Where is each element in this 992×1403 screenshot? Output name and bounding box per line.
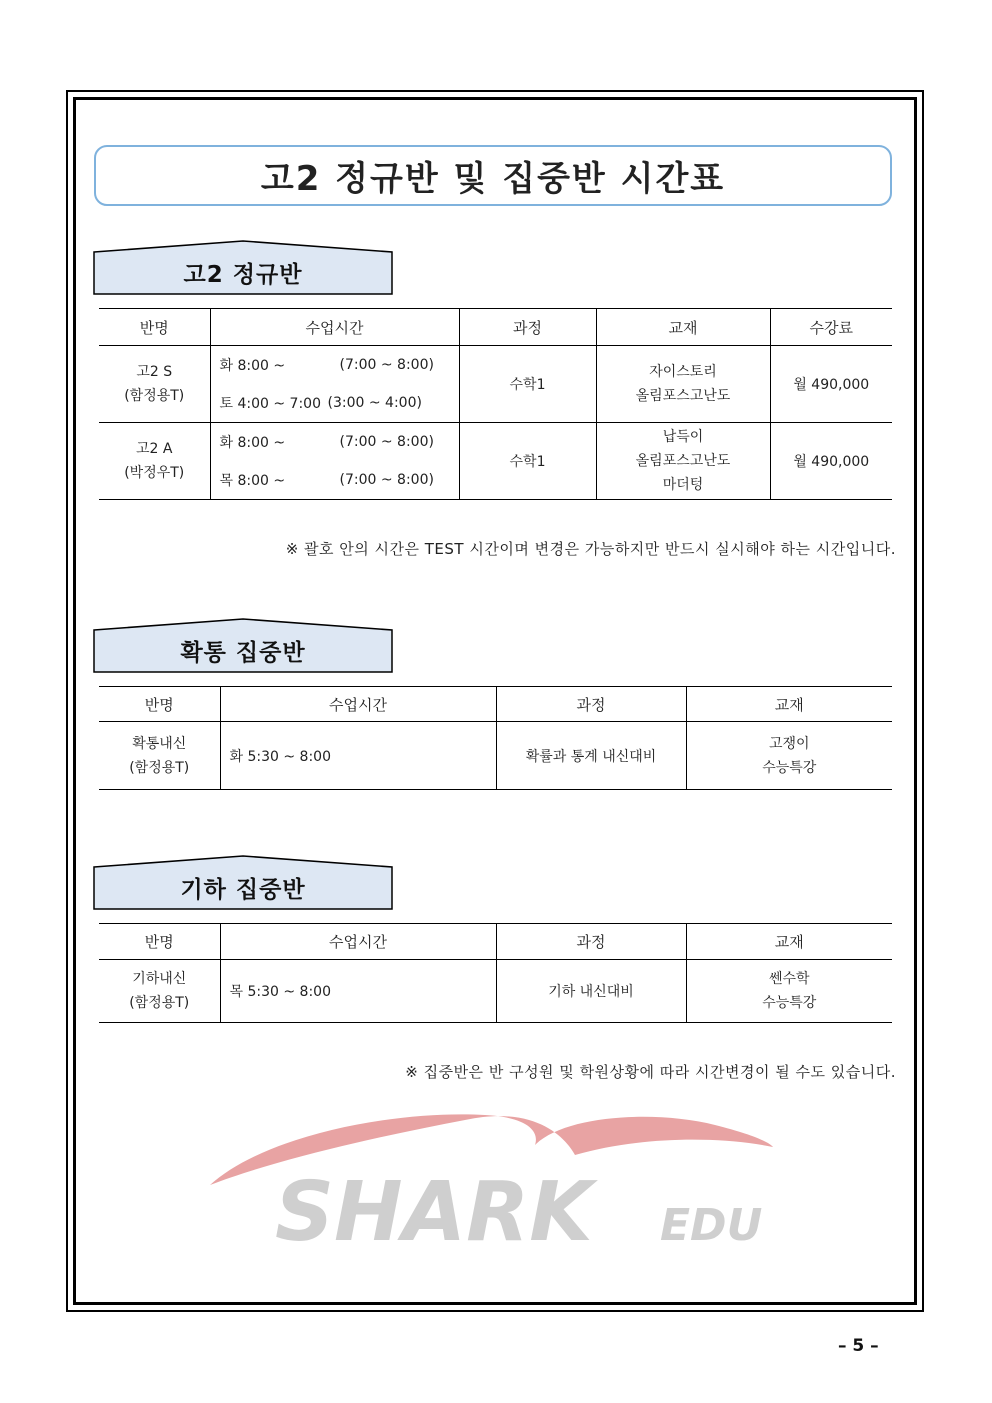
textbook: 올림포스고난도 [635, 388, 731, 404]
class-name-cell [99, 423, 210, 500]
table-header-row [99, 924, 892, 960]
test-time: (3:00 ~ 4:00) [327, 395, 422, 411]
logo-suffix-text: EDU [660, 1200, 763, 1251]
class-name: 확통내신 [132, 735, 187, 752]
textbook: 고쟁이 [768, 735, 810, 752]
regular-class-table [99, 308, 892, 500]
time-start: 화 8:00 ~ [219, 358, 286, 374]
textbook-cell [596, 423, 770, 500]
textbook-cell [686, 722, 892, 790]
class-time-cell: 화 5:30 ~ 8:00 [220, 722, 496, 790]
section-heading-geometry [93, 855, 393, 911]
textbook: 올림포스고난도 [635, 453, 731, 469]
table-row [99, 423, 892, 500]
table-header-row [99, 309, 892, 346]
time-slot [220, 346, 459, 384]
course-cell: 기하 내신대비 [496, 960, 686, 1023]
fee-cell: 월 490,000 [770, 423, 892, 500]
class-name-cell [99, 960, 220, 1023]
header-fee: 수강료 [770, 309, 892, 346]
header-class-name: 반명 [99, 687, 220, 722]
fee-cell: 월 490,000 [770, 346, 892, 423]
page-title: 고2 정규반 및 집중반 시간표 [260, 159, 726, 199]
table-header-row [99, 687, 892, 722]
logo-brand-text: SHARK [275, 1165, 593, 1260]
header-textbook: 교재 [686, 924, 892, 960]
class-name: 고2 S [136, 364, 173, 380]
course-cell: 수학1 [459, 346, 596, 423]
class-time-cell [210, 346, 459, 423]
class-time-cell [210, 423, 459, 500]
sharkedu-watermark-logo [205, 1075, 785, 1260]
title-box [94, 145, 892, 206]
teacher-name: (함정용T) [129, 759, 190, 776]
teacher-name: (함정용T) [124, 388, 185, 404]
test-time-note: ※ 괄호 안의 시간은 TEST 시간이며 변경은 가능하지만 반드시 실시해야 하는 시간입니다. [285, 540, 896, 558]
test-time: (7:00 ~ 8:00) [339, 472, 434, 488]
header-course: 과정 [496, 687, 686, 722]
header-class-time: 수업시간 [210, 309, 459, 346]
table-row [99, 722, 892, 790]
textbook: 납득이 [662, 429, 704, 445]
time-start: 토 4:00 ~ 7:00 [219, 396, 321, 412]
class-name: 기하내신 [132, 971, 187, 987]
class-name: 고2 A [136, 441, 173, 457]
teacher-name: (박정우T) [124, 465, 185, 481]
textbook-cell [686, 960, 892, 1023]
page-number: – 5 – [838, 1336, 879, 1356]
header-textbook: 교재 [596, 309, 770, 346]
course-cell: 확률과 통계 내신대비 [496, 722, 686, 790]
textbook: 수능특강 [762, 995, 817, 1011]
course-cell: 수학1 [459, 423, 596, 500]
table-row [99, 960, 892, 1023]
section-heading-text: 기하 집중반 [180, 877, 306, 903]
section-heading-probability [93, 618, 393, 674]
textbook: 마더텅 [662, 477, 704, 493]
header-textbook: 교재 [686, 687, 892, 722]
class-name-cell [99, 722, 220, 790]
section-heading-regular [93, 240, 393, 296]
textbook: 자이스토리 [649, 364, 717, 380]
class-name-cell [99, 346, 210, 423]
time-slot [220, 423, 459, 461]
time-slot [220, 384, 459, 422]
test-time: (7:00 ~ 8:00) [339, 357, 434, 373]
time-slot [220, 461, 459, 499]
textbook: 쎈수학 [768, 971, 810, 987]
header-class-name: 반명 [99, 924, 220, 960]
table-row [99, 346, 892, 423]
section-heading-text: 고2 정규반 [183, 262, 303, 288]
teacher-name: (함정용T) [129, 995, 190, 1011]
time-start: 목 8:00 ~ [219, 473, 286, 489]
header-course: 과정 [459, 309, 596, 346]
header-class-time: 수업시간 [220, 924, 496, 960]
time-start: 화 8:00 ~ [219, 435, 286, 451]
probability-class-table [99, 686, 892, 790]
test-time: (7:00 ~ 8:00) [339, 434, 434, 450]
textbook: 수능특강 [762, 759, 817, 776]
schedule-change-note: ※ 집중반은 반 구성원 및 학원상황에 따라 시간변경이 될 수도 있습니다. [405, 1063, 896, 1081]
header-class-time: 수업시간 [220, 687, 496, 722]
class-time-cell: 목 5:30 ~ 8:00 [220, 960, 496, 1023]
geometry-class-table [99, 923, 892, 1023]
header-course: 과정 [496, 924, 686, 960]
header-class-name: 반명 [99, 309, 210, 346]
section-heading-text: 확통 집중반 [180, 640, 306, 666]
textbook-cell [596, 346, 770, 423]
